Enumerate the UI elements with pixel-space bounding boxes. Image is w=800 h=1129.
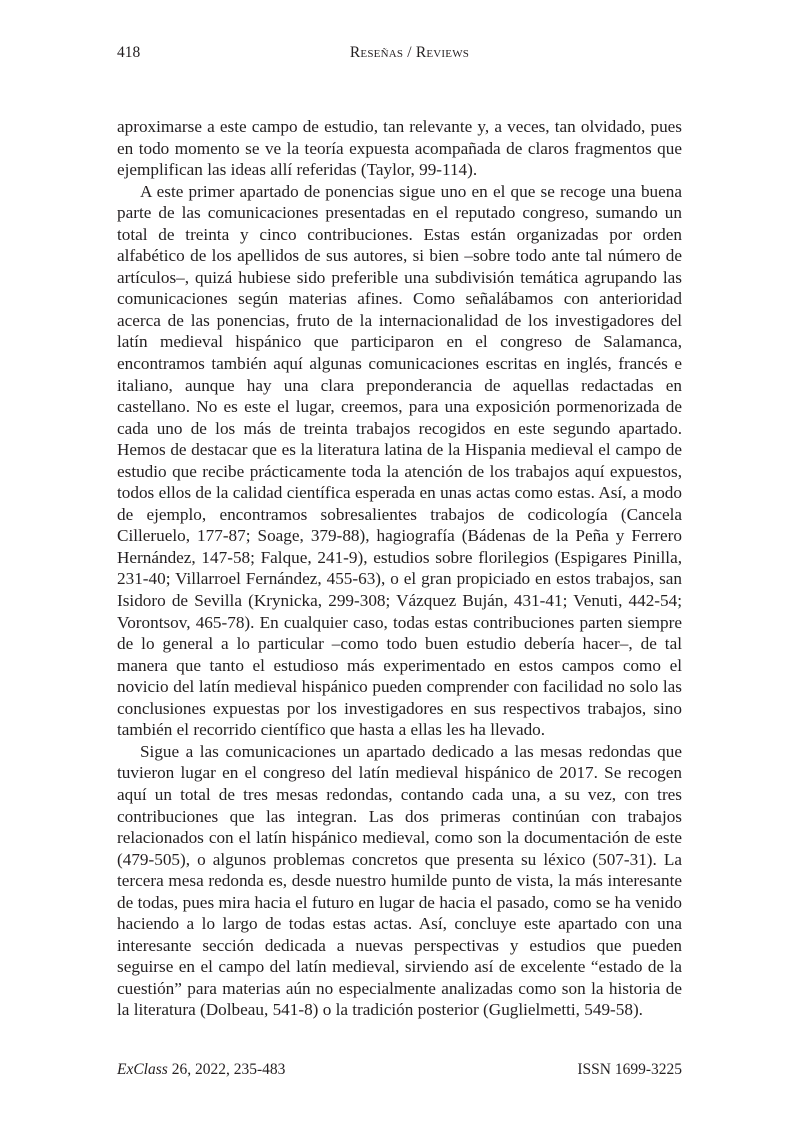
- page-number: 418: [117, 44, 141, 61]
- body-text: [117, 116, 682, 1021]
- page-footer: [117, 1061, 682, 1081]
- paragraph: aproximarse a este campo de estudio, tan relevante y, a veces, tan olvidado, pues en todo momento se ve la teoría expuesta acompañada de claros fragmentos que ejemplifican las ideas allí referidas (Taylor, 99-114).: [117, 117, 682, 180]
- page-header: [117, 44, 682, 66]
- journal-title: ExClass: [117, 1061, 168, 1078]
- paragraph: Sigue a las comunicaciones un apartado dedicado a las mesas redondas que tuvieron lugar en el congreso del latín medieval hispánico de 2017. Se recogen aquí un total de tres mesas redondas, contando cada una, a su vez, con tres contribuciones que las integran. Las dos primeras continúan con trabajos relacionados con el latín hispánico medieval, como son la documentación de este (479-505), o algunos problemas concretos que presenta su léxico (507-31). La tercera mesa redonda es, desde nuestro humilde punto de vista, la más interesante de todas, pues mira hacia el futuro en lugar de hacia el pasado, como se ha venido haciendo a lo largo de todas estas actas. Así, concluye este apartado con una interesante sección dedicada a nuevas perspectivas y estudios que pueden seguirse en el campo del latín medieval, sirviendo así de excelente “estado de la cuestión” para materias aún no especialmente analizadas como son la historia de la literatura (Dolbeau, 541-8) o la tradición posterior (Guglielmetti, 549-58).: [117, 741, 682, 1020]
- paragraph: A este primer apartado de ponencias sigue uno en el que se recoge una buena parte de las comunicaciones presentadas en el reputado congreso, sumando un total de treinta y cinco contribuciones. Estas están organizadas por orden alfabético de los apellidos de sus autores, si bien –sobre todo ante tal número de artículos–, quizá hubiese sido preferible una subdivisión temática agrupando las comunicaciones según materias afines. Como señalábamos con anterioridad acerca de las ponencias, fruto de la internacionalidad de los investigadores del latín medieval hispánico que participaron en el congreso de Salamanca, encontramos también aquí algunas comunicaciones escritas en inglés, francés e italiano, aunque hay una clara preponderancia de aquellas redactadas en castellano. No es este el lugar, creemos, para una exposición pormenorizada de cada uno de los más de treinta trabajos recogidos en este segundo apartado. Hemos de destacar que es la literatura latina de la Hispania medieval el campo de estudio que recibe prácticamente toda la atención de los trabajos aquí expuestos, todos ellos de la calidad científica esperada en unas actas como estas. Así, a modo de ejemplo, encontramos sobresalientes trabajos de codicología (Cancela Cilleruelo, 177-87; Soage, 379-88), hagiografía (Bádenas de la Peña y Ferrero Hernández, 147-58; Falque, 241-9), estudios sobre florilegios (Espigares Pinilla, 231-40; Villarroel Fernández, 455-63), o el gran propiciado en estos trabajos, san Isidoro de Sevilla (Krynicka, 299-308; Vázquez Buján, 431-41; Venuti, 442-54; Vorontsov, 465-78). En cualquier caso, todas estas contribuciones parten siempre de lo general a lo particular –como todo buen estudio debería hacer–, de tal manera que tanto el estudioso más experimentado en estos campos como el novicio del latín medieval hispánico pueden comprender con facilidad no solo las conclusiones expuestas por los investigadores en sus respectivos trabajos, sino también el recorrido científico que hasta a ellas les ha llevado.: [117, 181, 682, 740]
- journal-volume-pages: 26, 2022, 235-483: [167, 1061, 286, 1078]
- running-head: Reseñas / Reviews: [349, 44, 470, 61]
- journal-citation: [117, 1061, 285, 1079]
- issn: ISSN 1699-3225: [577, 1061, 682, 1078]
